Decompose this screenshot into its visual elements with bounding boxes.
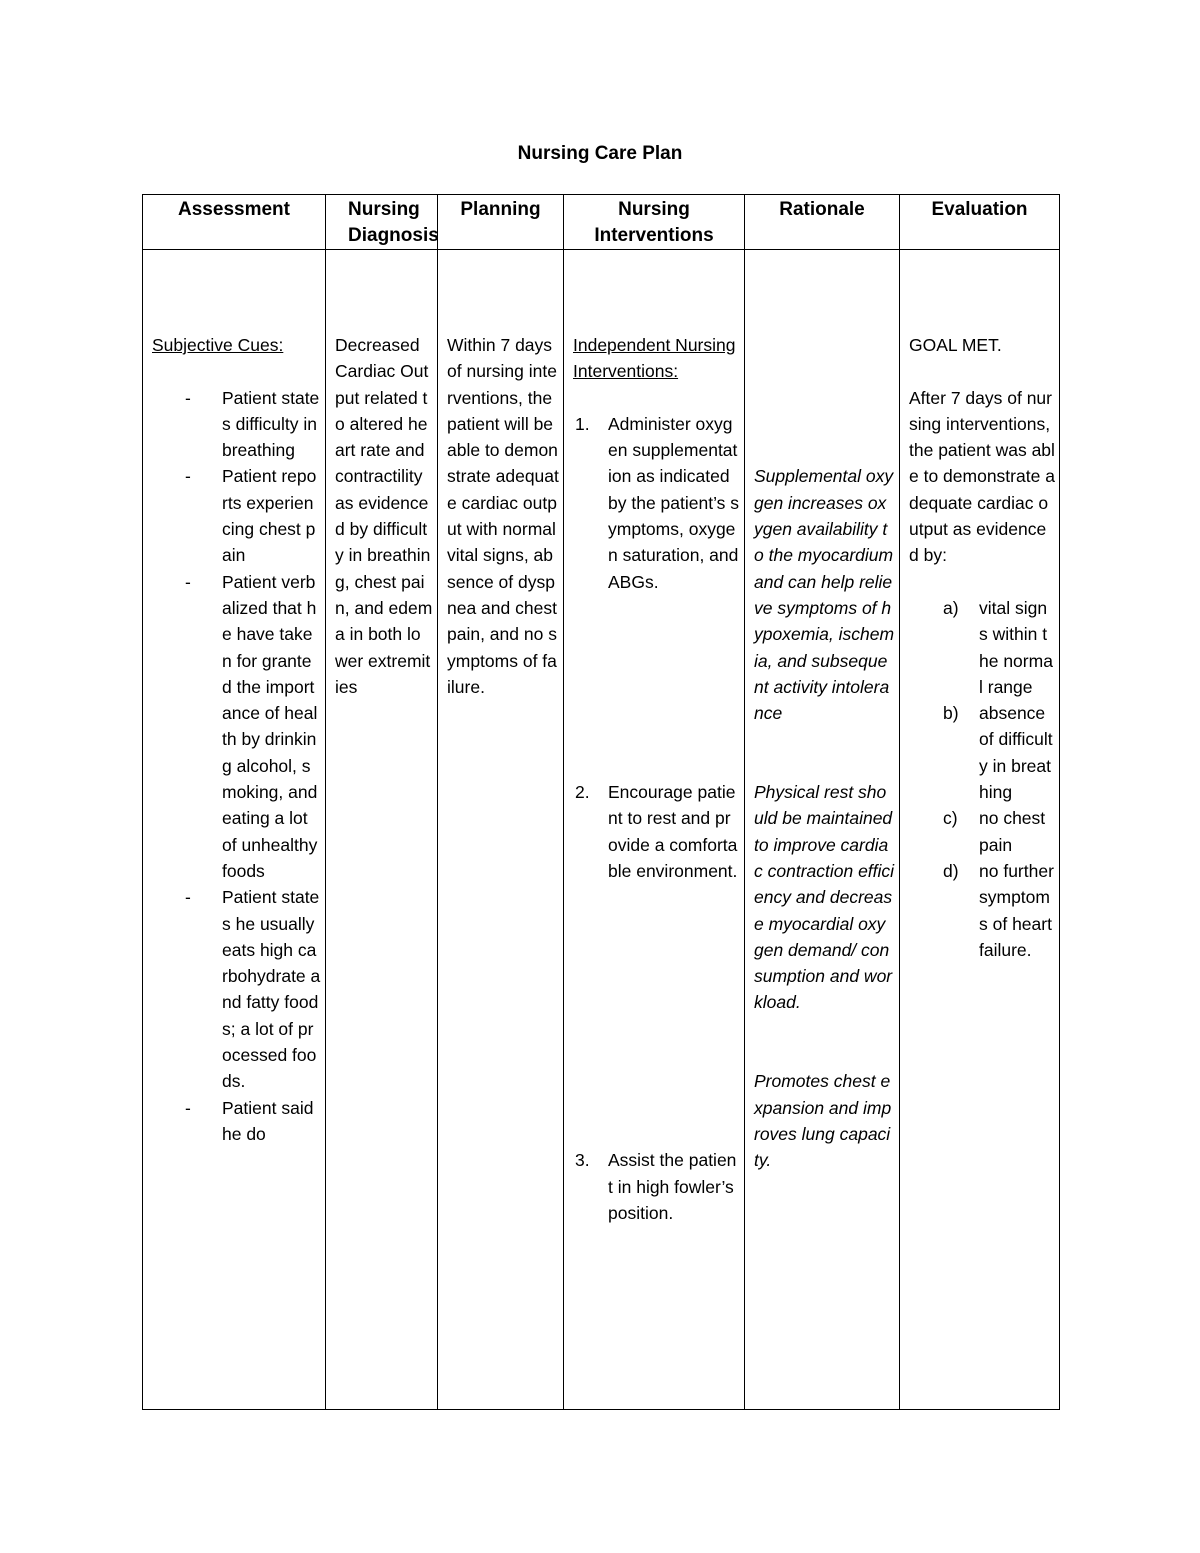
content-row — [143, 250, 1060, 1410]
cue-item: - Patient reports experiencing chest pain — [185, 466, 317, 566]
cue-item: - Patient verbalized that he have taken for granted the importance of health by drinking alcohol, smoking, and eating a lot of unhealthy foods — [185, 571, 318, 881]
header-evaluation: Evaluation — [900, 195, 1060, 250]
page-title: Nursing Care Plan — [517, 143, 683, 164]
intervention-item: 3. Assist the patient in high fowler’s position. — [575, 1150, 737, 1223]
rationale-text: Promotes chest expansion and improves lung capacity. — [754, 1071, 892, 1171]
diagnosis-text: Decreased Cardiac Output related to altered heart rate and contractility as evidenced by difficulty in breathing, chest pain, and edema in both lower extremities — [335, 335, 433, 697]
subjective-cues-heading: Subjective Cues: — [152, 335, 284, 355]
cue-item: - Patient states difficulty in breathing — [185, 387, 320, 461]
evaluation-summary: After 7 days of nursing interventions, the patient was able to demonstrate adequate cardiac output as evidenced by: — [909, 387, 1055, 566]
evaluation-criterion: c) no chest pain — [943, 808, 1046, 855]
planning-text: Within 7 days of nursing interventions, the patient will be able to demonstrate adequate cardiac output with normal vital signs, absence of dyspnea and chest pain, and no symptoms of failure. — [447, 335, 559, 697]
header-nursing-interventions: Nursing Interventions — [564, 195, 745, 250]
planning-cell — [438, 250, 564, 1410]
header-row — [143, 195, 1060, 250]
nursing-diagnosis-cell — [326, 250, 438, 1410]
intervention-item: 1. Administer oxygen supplementation as indicated by the patient’s symptoms, oxygen saturation, and ABGs. — [575, 413, 740, 592]
goal-status: GOAL MET. — [909, 335, 1002, 355]
rationale-text: Physical rest should be maintained to improve cardiac contraction efficiency and decrease myocardial oxygen demand/ consumption and workload. — [754, 782, 895, 1013]
rationale-text: Supplemental oxygen increases oxygen availability to the myocardium and can help relieve symptoms of hypoxemia, ischemia, and subsequent activity intolerance — [754, 466, 895, 724]
header-nursing-diagnosis: Nursing Diagnosis — [326, 195, 438, 250]
interventions-heading: Independent Nursing Interventions: — [573, 335, 736, 382]
care-plan-table — [142, 194, 1060, 1410]
header-rationale: Rationale — [745, 195, 900, 250]
rationale-cell — [745, 250, 900, 1410]
evaluation-criterion: d) no further symptoms of heart failure. — [943, 860, 1054, 960]
evaluation-criterion: a) vital signs within the normal range — [943, 597, 1053, 697]
header-assessment: Assessment — [143, 195, 326, 250]
intervention-item: 2. Encourage patient to rest and provide a comfortable environment. — [575, 782, 738, 881]
evaluation-criterion: b) absence of difficulty in breathing — [943, 703, 1053, 803]
header-planning: Planning — [438, 195, 564, 250]
interventions-cell — [564, 250, 745, 1410]
cue-item: - Patient said he do — [185, 1097, 314, 1144]
evaluation-cell — [900, 250, 1060, 1410]
assessment-cell — [143, 250, 326, 1410]
cue-item: - Patient states he usually eats high carbohydrate and fatty foods; a lot of processed foods. — [185, 887, 321, 1092]
